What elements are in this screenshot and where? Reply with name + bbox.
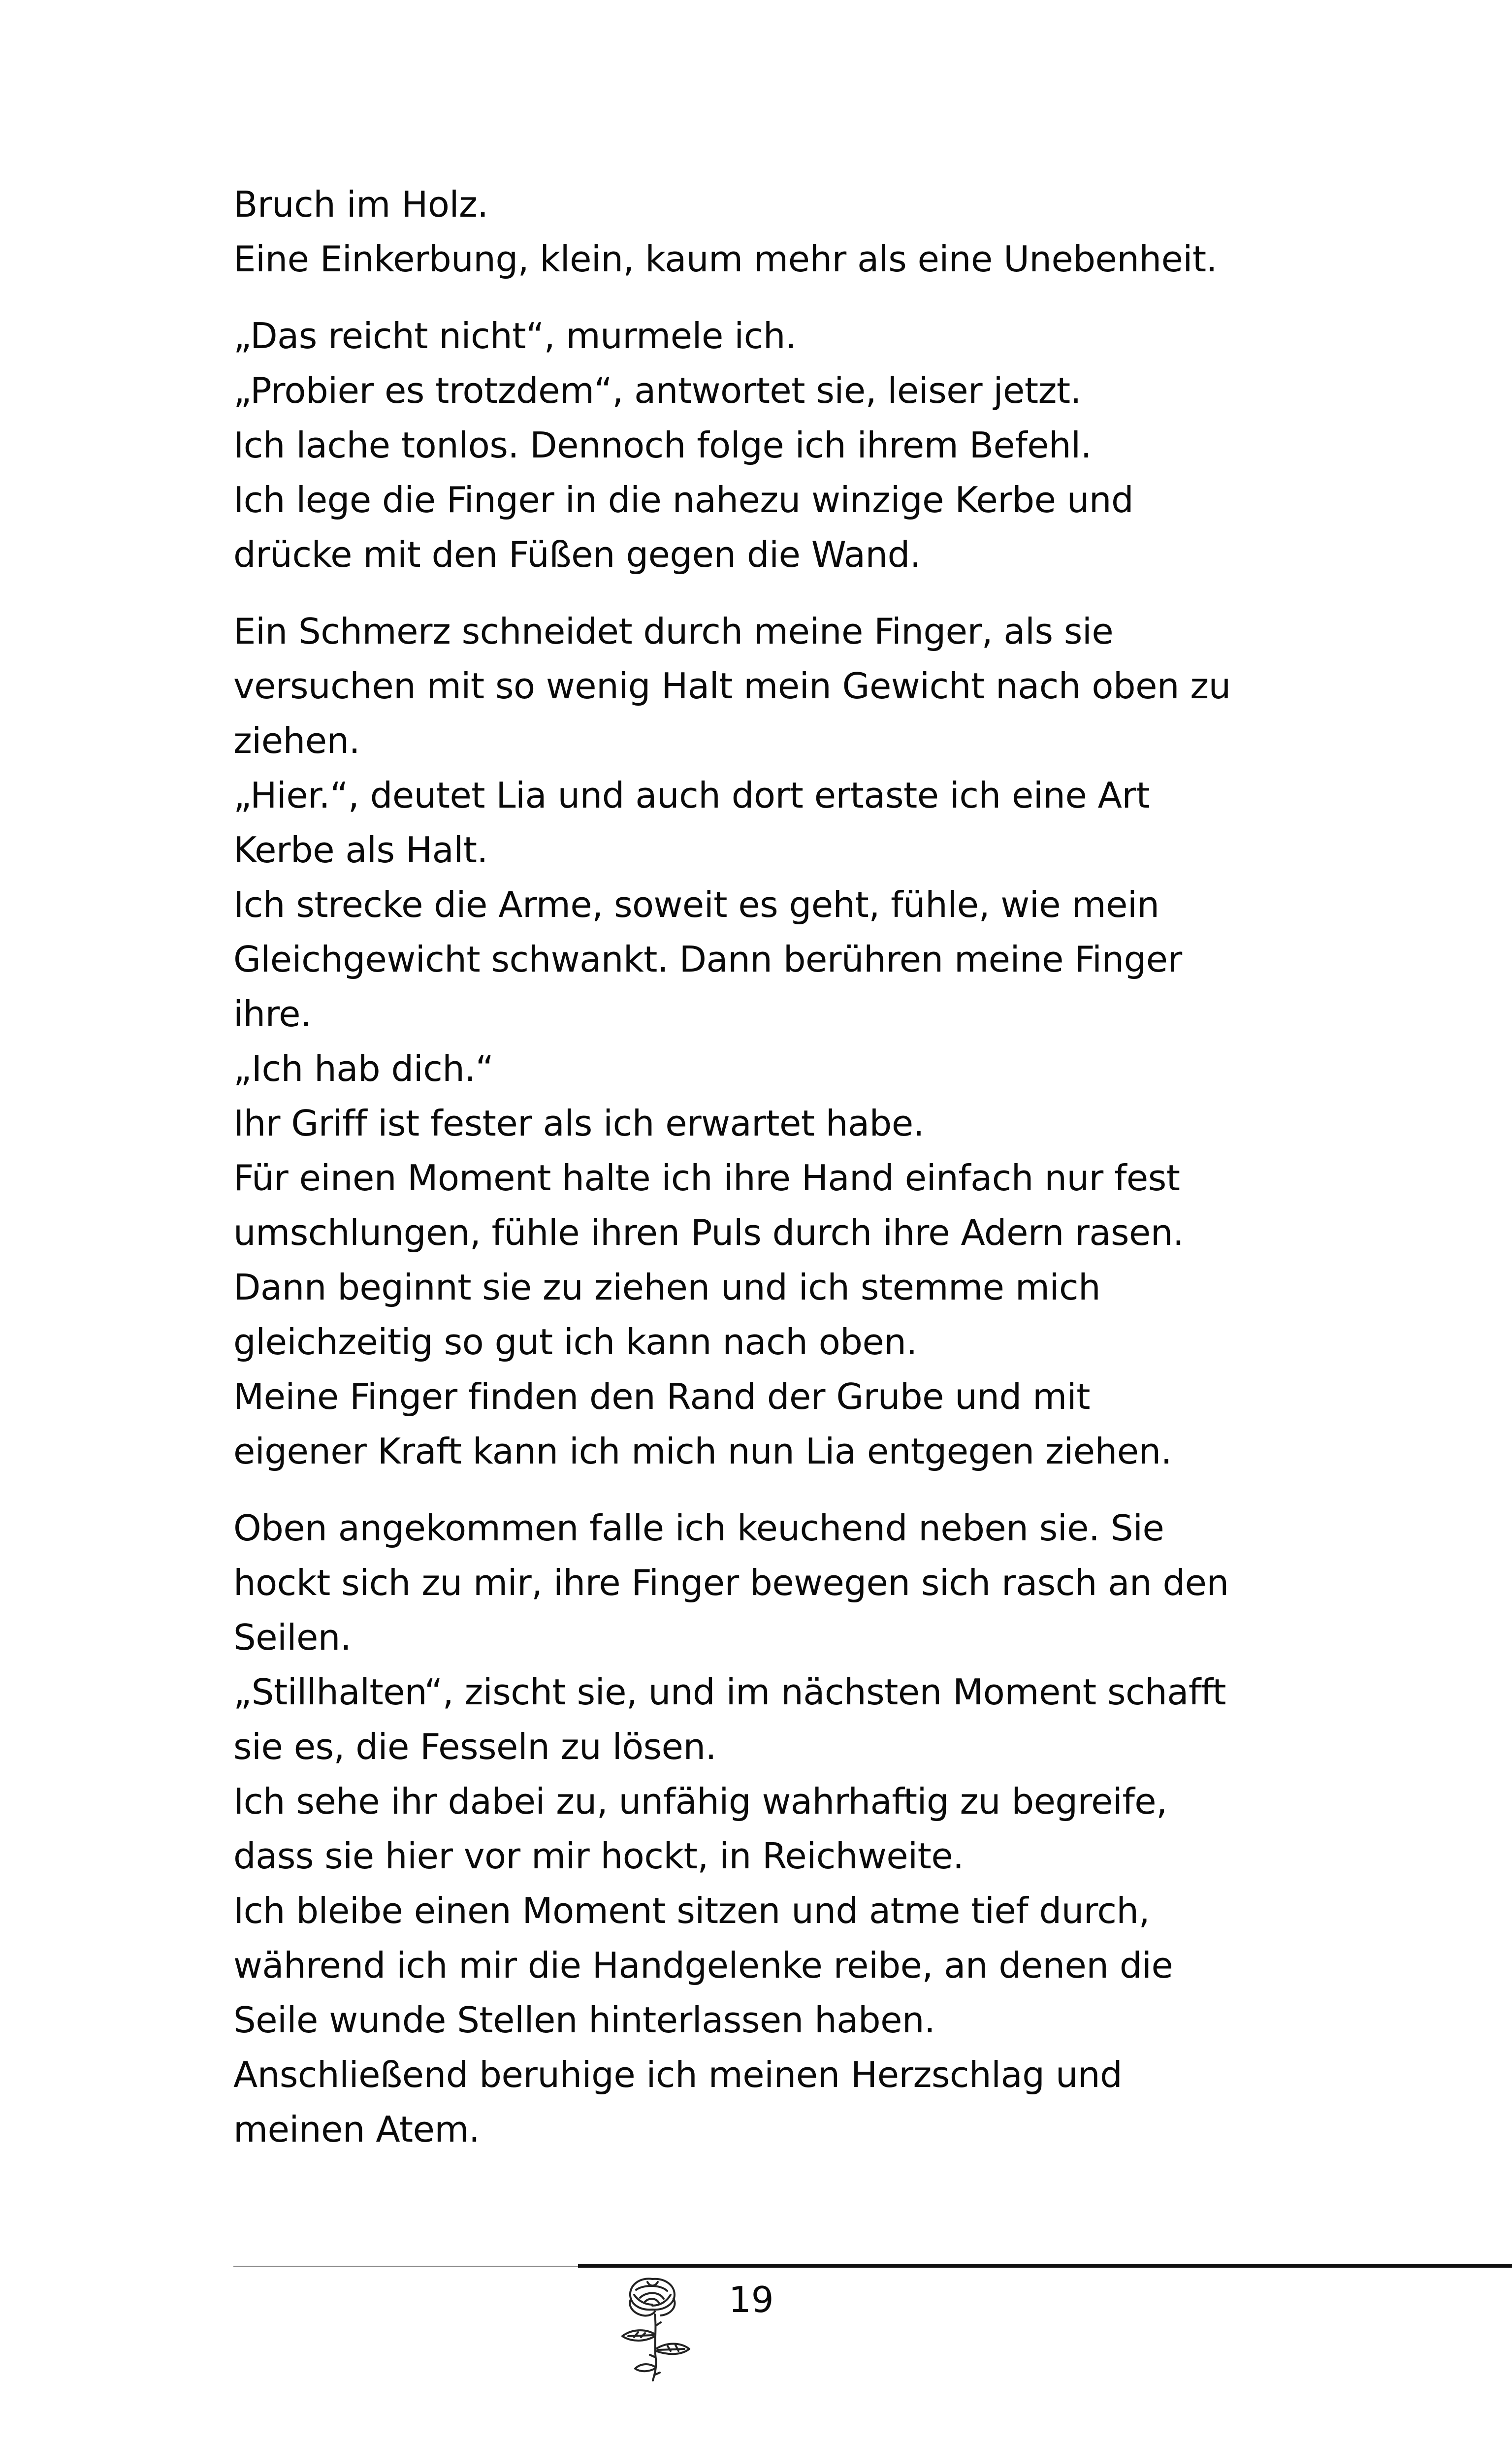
paragraph (233, 1501, 1351, 2157)
text-line: Ich strecke die Arme, soweit es geht, fühle, wie mein (233, 884, 1159, 925)
text-line: Seilen. (233, 1617, 352, 1658)
text-line: versuchen mit so wenig Halt mein Gewicht nach oben zu (233, 665, 1231, 707)
text-line: drücke mit den Füßen gegen die Wand. (233, 534, 921, 575)
text-line: Anschließend beruhige ich meinen Herzschlag und (233, 2054, 1123, 2095)
body-text (233, 177, 1351, 2179)
text-line: Ein Schmerz schneidet durch meine Finger, als sie (233, 611, 1114, 652)
text-line: „Stillhalten“, zischt sie, und im nächsten Moment schafft (233, 1671, 1226, 1713)
text-line: „Ich hab dich.“ (233, 1048, 494, 1089)
text-line: Meine Finger finden den Rand der Grube und mit (233, 1376, 1090, 1417)
text-line: ihre. (233, 993, 312, 1035)
footer-rule (578, 2264, 1512, 2268)
text-line: dass sie hier vor mir hockt, in Reichweite. (233, 1835, 964, 1877)
text-line: Ihr Griff ist fester als ich erwartet habe. (233, 1103, 925, 1144)
text-line: eigener Kraft kann ich mich nun Lia entgegen ziehen. (233, 1431, 1172, 1472)
text-line: „Hier.“, deutet Lia und auch dort ertaste ich eine Art (233, 775, 1150, 816)
page-number: 19 (729, 2279, 774, 2320)
text-line: Ich sehe ihr dabei zu, unfähig wahrhaftig zu begreife, (233, 1781, 1167, 1822)
footer-rule-faint (233, 2266, 578, 2267)
text-line: Seile wunde Stellen hinterlassen haben. (233, 1999, 935, 2041)
text-line: während ich mir die Handgelenke reibe, an denen die (233, 1945, 1173, 1986)
text-line: umschlungen, fühle ihren Puls durch ihre Adern rasen. (233, 1212, 1184, 1253)
text-line: Ich bleibe einen Moment sitzen und atme tief durch, (233, 1890, 1150, 1931)
text-line: Ich lache tonlos. Dennoch folge ich ihrem Befehl. (233, 424, 1092, 466)
text-line: Eine Einkerbung, klein, kaum mehr als eine Unebenheit. (233, 238, 1218, 280)
text-line: ziehen. (233, 720, 360, 761)
rose-icon (606, 2270, 699, 2383)
text-line: Bruch im Holz. (233, 184, 488, 225)
text-line: sie es, die Fesseln zu lösen. (233, 1726, 716, 1767)
text-line: Gleichgewicht schwankt. Dann berühren meine Finger (233, 939, 1182, 980)
text-line: Kerbe als Halt. (233, 829, 488, 871)
text-line: meinen Atem. (233, 2109, 480, 2150)
text-line: „Probier es trotzdem“, antwortet sie, leiser jetzt. (233, 370, 1081, 411)
paragraph (233, 604, 1351, 1479)
text-line: hockt sich zu mir, ihre Finger bewegen sich rasch an den (233, 1562, 1229, 1603)
text-line: Ich lege die Finger in die nahezu winzige Kerbe und (233, 479, 1134, 521)
text-line: „Das reicht nicht“, murmele ich. (233, 315, 797, 357)
text-line: Dann beginnt sie zu ziehen und ich stemme mich (233, 1267, 1101, 1308)
paragraph (233, 177, 1351, 287)
text-line: Für einen Moment halte ich ihre Hand einfach nur fest (233, 1157, 1180, 1199)
paragraph (233, 309, 1351, 582)
text-line: Oben angekommen falle ich keuchend neben sie. Sie (233, 1507, 1164, 1549)
text-line: gleichzeitig so gut ich kann nach oben. (233, 1321, 917, 1363)
